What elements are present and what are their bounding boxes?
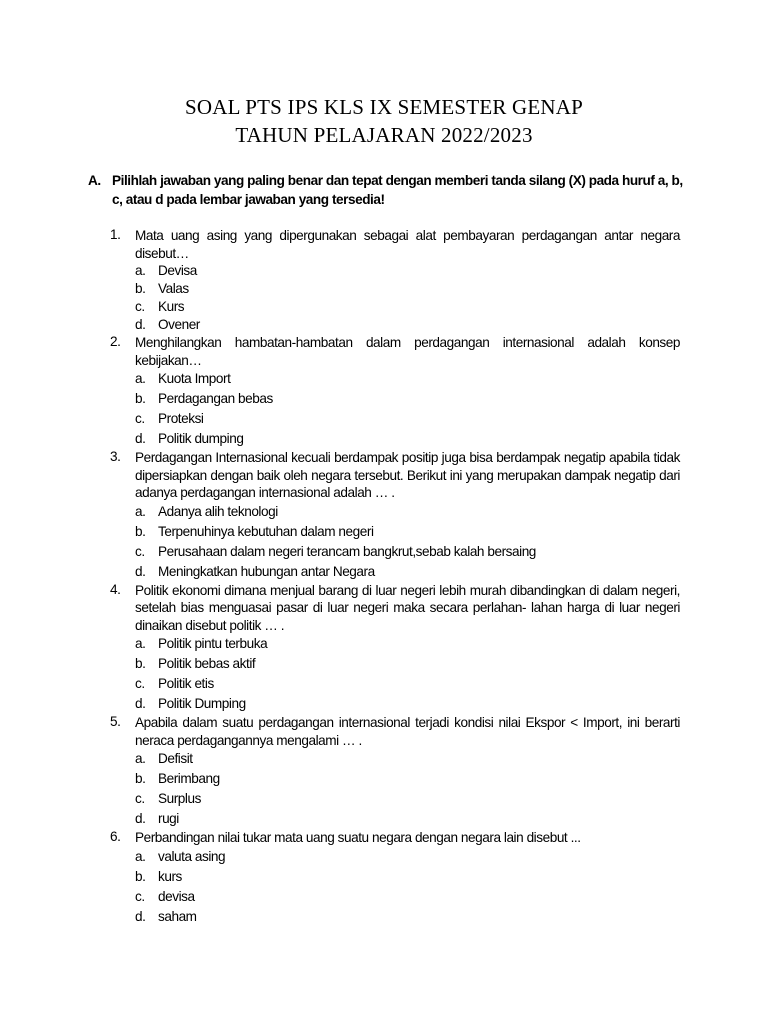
option-letter: b. bbox=[135, 523, 146, 539]
question-text: Politik ekonomi dimana menjual barang di luar negeri lebih murah dibandingkan di dalam negeri, setelah bias menguasai pasar di luar negeri maka secara perlahan- lahan harga di luar negeri dinaikan disebut politik … . bbox=[135, 582, 680, 633]
question-number: 2. bbox=[110, 334, 121, 349]
question-number: 4. bbox=[110, 581, 121, 597]
question-5 bbox=[110, 714, 680, 829]
question-number: 1. bbox=[110, 227, 121, 242]
question-list bbox=[110, 227, 680, 927]
option-text: Politik Dumping bbox=[158, 696, 246, 711]
question-text: Perdagangan Internasional kecuali berdampak positip juga bisa berdampak negatip apabila tidak dipersiapkan dengan baik oleh negara tersebut. Berikut ini yang merupakan dampak negatip dari adanya perdagangan internasional adalah … . bbox=[135, 450, 680, 500]
option-letter: b. bbox=[135, 281, 146, 296]
option-text: Terpenuhinya kebutuhan dalam negeri bbox=[158, 523, 374, 539]
title-line-2: TAHUN PELAJARAN 2022/2023 bbox=[235, 123, 533, 147]
option-letter: c. bbox=[135, 411, 145, 426]
option-letter: a. bbox=[135, 751, 146, 766]
option-list bbox=[135, 749, 680, 829]
instruction-text: Pilihlah jawaban yang paling benar dan tepat dengan memberi tanda silang (X) pada huruf a, b, c, atau d pada lembar jawaban yang tersedia! bbox=[112, 173, 683, 207]
document-title bbox=[0, 93, 768, 149]
option-text: Politik bebas aktif bbox=[158, 656, 256, 671]
option-text: Valas bbox=[158, 281, 189, 296]
question-1 bbox=[110, 227, 680, 334]
option-text: Defisit bbox=[158, 751, 193, 766]
option-letter: a. bbox=[135, 848, 146, 864]
option-d bbox=[135, 429, 680, 449]
option-d bbox=[135, 562, 680, 582]
option-c bbox=[135, 409, 680, 429]
option-text: Politik pintu terbuka bbox=[158, 636, 268, 651]
question-number: 6. bbox=[110, 829, 121, 844]
option-a bbox=[135, 634, 680, 654]
question-number: 5. bbox=[110, 714, 121, 729]
question-3 bbox=[110, 449, 680, 582]
question-text: Perbandingan nilai tukar mata uang suatu negara dengan negara lain disebut ... bbox=[135, 830, 581, 845]
option-a bbox=[135, 369, 680, 389]
option-d bbox=[135, 809, 680, 829]
option-text: saham bbox=[158, 908, 197, 924]
option-text: devisa bbox=[158, 888, 195, 904]
option-text: Politik etis bbox=[158, 676, 214, 691]
option-list bbox=[135, 262, 680, 334]
option-letter: d. bbox=[135, 563, 146, 579]
option-text: valuta asing bbox=[158, 848, 226, 864]
option-c bbox=[135, 542, 680, 562]
option-text: Perusahaan dalam negeri terancam bangkrut,sebab kalah bersaing bbox=[158, 543, 536, 559]
option-letter: d. bbox=[135, 908, 146, 924]
option-letter: b. bbox=[135, 391, 146, 406]
option-list bbox=[135, 634, 680, 714]
option-text: Kurs bbox=[158, 299, 185, 314]
option-text: Surplus bbox=[158, 791, 201, 806]
section-a-instruction bbox=[88, 171, 688, 209]
option-c bbox=[135, 789, 680, 809]
option-c bbox=[135, 887, 680, 907]
option-letter: d. bbox=[135, 696, 146, 711]
option-c bbox=[135, 674, 680, 694]
option-b bbox=[135, 867, 680, 887]
question-text: Apabila dalam suatu perdagangan internasional terjadi kondisi nilai Ekspor < Import, ini berarti neraca perdagangannya mengalami … . bbox=[135, 715, 680, 748]
option-list bbox=[135, 502, 680, 582]
option-text: Politik dumping bbox=[158, 431, 244, 446]
option-c bbox=[135, 298, 680, 316]
option-text: Ovener bbox=[158, 317, 200, 332]
option-list bbox=[135, 847, 680, 927]
question-text: Menghilangkan hambatan-hambatan dalam perdagangan internasional adalah konsep kebijakan… bbox=[135, 335, 680, 368]
option-a bbox=[135, 262, 680, 280]
option-a bbox=[135, 502, 680, 522]
option-letter: c. bbox=[135, 791, 145, 806]
option-letter: d. bbox=[135, 317, 146, 332]
option-letter: b. bbox=[135, 868, 146, 884]
option-letter: d. bbox=[135, 431, 146, 446]
question-4 bbox=[110, 582, 680, 715]
option-letter: d. bbox=[135, 811, 146, 826]
option-letter: c. bbox=[135, 888, 145, 904]
option-b bbox=[135, 769, 680, 789]
option-a bbox=[135, 847, 680, 867]
option-letter: c. bbox=[135, 676, 145, 691]
option-a bbox=[135, 749, 680, 769]
option-text: Meningkatkan hubungan antar Negara bbox=[158, 563, 375, 579]
section-letter: A. bbox=[88, 173, 101, 188]
question-text: Mata uang asing yang dipergunakan sebagai alat pembayaran perdagangan antar negara disebut… bbox=[135, 228, 680, 261]
option-text: rugi bbox=[158, 811, 179, 826]
option-b bbox=[135, 654, 680, 674]
question-6 bbox=[110, 829, 680, 927]
option-letter: b. bbox=[135, 771, 146, 786]
option-letter: c. bbox=[135, 299, 145, 314]
option-b bbox=[135, 280, 680, 298]
option-b bbox=[135, 522, 680, 542]
option-letter: c. bbox=[135, 543, 145, 559]
option-text: Proteksi bbox=[158, 411, 204, 426]
question-2 bbox=[110, 334, 680, 449]
option-d bbox=[135, 694, 680, 714]
option-text: kurs bbox=[158, 868, 182, 884]
option-text: Kuota Import bbox=[158, 371, 231, 386]
option-text: Berimbang bbox=[158, 771, 220, 786]
option-b bbox=[135, 389, 680, 409]
option-d bbox=[135, 907, 680, 927]
title-line-1: SOAL PTS IPS KLS IX SEMESTER GENAP bbox=[184, 95, 584, 119]
option-d bbox=[135, 316, 680, 334]
option-letter: b. bbox=[135, 656, 146, 671]
option-letter: a. bbox=[135, 503, 146, 519]
option-text: Perdagangan bebas bbox=[158, 391, 273, 406]
option-text: Adanya alih teknologi bbox=[158, 503, 278, 519]
option-letter: a. bbox=[135, 371, 146, 386]
question-number: 3. bbox=[110, 449, 121, 464]
option-letter: a. bbox=[135, 636, 146, 651]
option-letter: a. bbox=[135, 263, 146, 278]
option-list bbox=[135, 369, 680, 449]
option-text: Devisa bbox=[158, 263, 197, 278]
